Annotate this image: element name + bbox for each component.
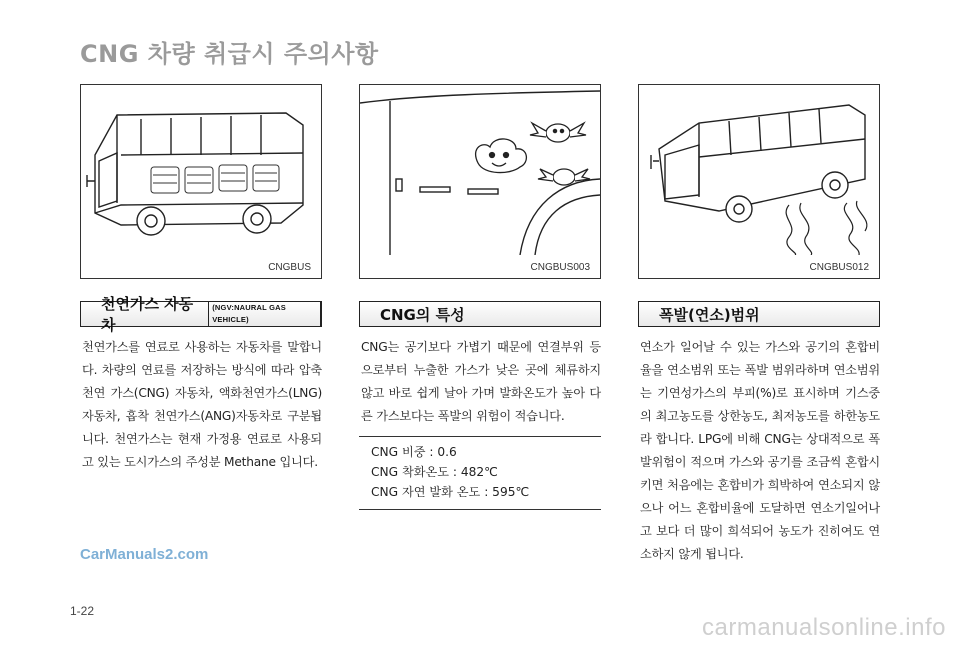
section-cng-properties (359, 301, 601, 510)
spec-autoignition-temp: CNG 자연 발화 온도 : 595℃ (371, 485, 530, 499)
section-header (80, 295, 322, 334)
bus-gas-leak-illustration (639, 85, 879, 255)
section-natural-gas-vehicle (80, 295, 322, 474)
spec-ignition-temp: CNG 착화온도 : 482℃ (371, 465, 498, 479)
rising-gas-illustration (360, 85, 600, 255)
spec-gravity: CNG 비중 : 0.6 (371, 445, 457, 459)
spec-box (359, 436, 601, 510)
footer-watermark: carmanualsonline.info (702, 614, 946, 641)
figure-explosion-range (638, 84, 880, 279)
figure-cng-bus (80, 84, 322, 279)
section-header (638, 301, 880, 327)
section-subtitle: (NGV:NAURAL GAS VEHICLE) (208, 301, 321, 327)
section-explosion-range (638, 301, 880, 566)
section-body: 천연가스를 연료로 사용하는 자동차를 말합니다. 차량의 연료를 저장하는 방식에 따라 압축천연 가스(CNG) 자동차, 액화천연가스(LNG) 자동차, 흡착 천연가스(ANG)자동차로 구분됩니다. 천연가스는 현재 가정용 연료로 사용되고 있는 도시가스의 주성분 Methane 입니다. (82, 340, 322, 469)
section-header (359, 301, 601, 327)
section-title: 천연가스 자동차 (101, 295, 194, 334)
section-title: CNG의 특성 (380, 305, 465, 324)
page-title: CNG 차량 취급시 주의사항 (80, 40, 379, 68)
figure-caption: CNGBUS012 (809, 262, 869, 273)
figure-cng-gas (359, 84, 601, 279)
section-body: 연소가 일어날 수 있는 가스와 공기의 혼합비율을 연소범위 또는 폭발 범위라하며 연소범위는 기연성가스의 부피(%)로 표시하며 기스중의 최고농도를 상한농도, 최저농도를 하한농도라 합니다. LPG에 비해 CNG는 상대적으로 폭발위험이 적으며 가스와 공기를 조금씩 혼합시키면 처음에는 혼합비가 희박하여 연소되지 않으나 어느 혼합비율에 도달하면 연소기일어나고 보다 더 많이 희석되어 농도가 진히여도 연소하지 않게 됩니다. (640, 340, 880, 561)
section-body: CNG는 공기보다 가볍기 때문에 연결부위 등으로부터 누출한 가스가 낮은 곳에 체류하지 않고 바로 쉽게 날아 가며 발화온도가 높아 다른 가스보다는 폭발의 위험이 적습니다. (361, 340, 601, 423)
page-number: 1-22 (70, 604, 95, 618)
bus-cutaway-illustration (81, 85, 321, 255)
watermark-link[interactable]: CarManuals2.com (80, 546, 209, 563)
figure-caption: CNGBUS003 (530, 262, 590, 273)
figure-caption: CNGBUS (268, 262, 311, 273)
section-title: 폭발(연소)범위 (659, 305, 760, 324)
